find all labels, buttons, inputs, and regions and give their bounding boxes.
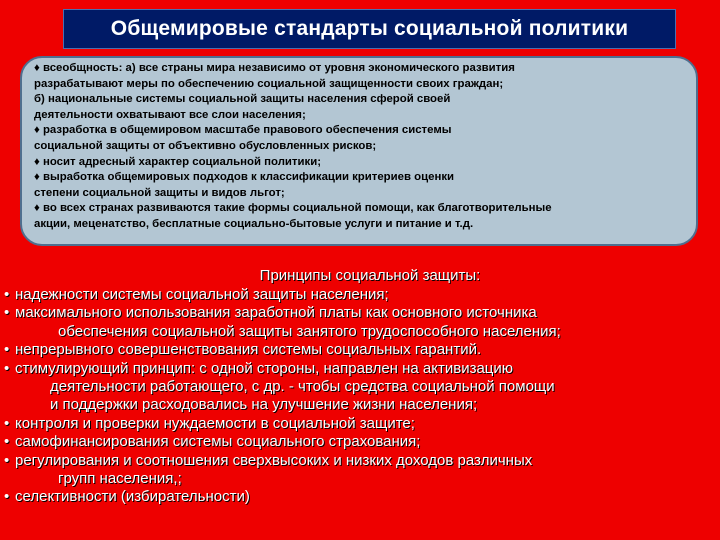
standards-line: разрабатывают меры по обеспечению социальной защищенности своих граждан; (34, 77, 504, 90)
standards-line: ♦ носит адресный характер социальной политики; (34, 155, 322, 168)
principle-continuation: обеспечения социальной защиты занятого трудоспособного населения; (58, 322, 561, 340)
bullet-icon: • (4, 414, 10, 432)
principle-item (4, 286, 716, 304)
principle-line: самофинансирования системы социального страхования; (15, 433, 421, 451)
principles-heading: Принципы социальной защиты: (259, 267, 481, 284)
bullet-icon: • (4, 488, 10, 506)
bullet-icon: • (4, 451, 10, 469)
bullet-icon: • (4, 433, 10, 451)
principle-line: регулирования и соотношения сверхвысоких и низких доходов различных (15, 451, 533, 469)
standards-line: акции, меценатство, бесплатные социально-бытовые услуги и питание и т.д. (34, 217, 474, 230)
slide-title: Общемировые стандарты социальной политики (110, 17, 629, 40)
principle-item (4, 488, 716, 506)
principle-line: селективности (избирательности) (15, 488, 250, 506)
standards-line: деятельности охватывают все слои населения; (34, 108, 306, 121)
standards-box (20, 56, 698, 246)
principles-list (4, 286, 716, 507)
principle-continuation: деятельности работающего, с др. - чтобы средства социальной помощи (50, 378, 555, 396)
principle-line: непрерывного совершенствования системы социальных гарантий. (15, 341, 482, 359)
principle-line: контроля и проверки нуждаемости в социальной защите; (15, 414, 415, 432)
standards-line: ♦ всеобщность: а) все страны мира независимо от уровня экономического развития (34, 62, 515, 74)
standards-line: социальной защиты от объективно обусловленных рисков; (34, 139, 377, 152)
bullet-icon: • (4, 304, 10, 322)
principle-line: стимулирующий принцип: с одной стороны, направлен на активизацию (15, 359, 514, 377)
bullet-icon: • (4, 286, 10, 303)
bullet-icon: • (4, 341, 10, 359)
principle-item (4, 415, 716, 433)
principle-item (4, 360, 716, 378)
principle-continuation: групп населения,; (58, 470, 182, 488)
principle-item (4, 452, 716, 470)
principle-continuation: и поддержки расходовались на улучшение жизни населения; (50, 396, 478, 414)
principle-line: надежности системы социальной защиты населения; (15, 286, 389, 303)
bullet-icon: • (4, 359, 10, 377)
standards-line: ♦ во всех странах развиваются такие формы социальной помощи, как благотворительные (34, 202, 552, 215)
principle-item (4, 341, 716, 359)
standards-line: ♦ разработка в общемировом масштабе правового обеспечения системы (34, 124, 452, 137)
principle-item (4, 304, 716, 322)
principle-item (4, 433, 716, 451)
principle-line: максимального использования заработной платы как основного источника (15, 304, 537, 322)
standards-line: б) национальные системы социальной защиты населения сферой своей (34, 93, 451, 106)
standards-line: ♦ выработка общемировых подходов к классификации критериев оценки (34, 171, 455, 184)
slide-title-bar (63, 9, 676, 49)
standards-line: степени социальной защиты и видов льгот; (34, 186, 285, 199)
